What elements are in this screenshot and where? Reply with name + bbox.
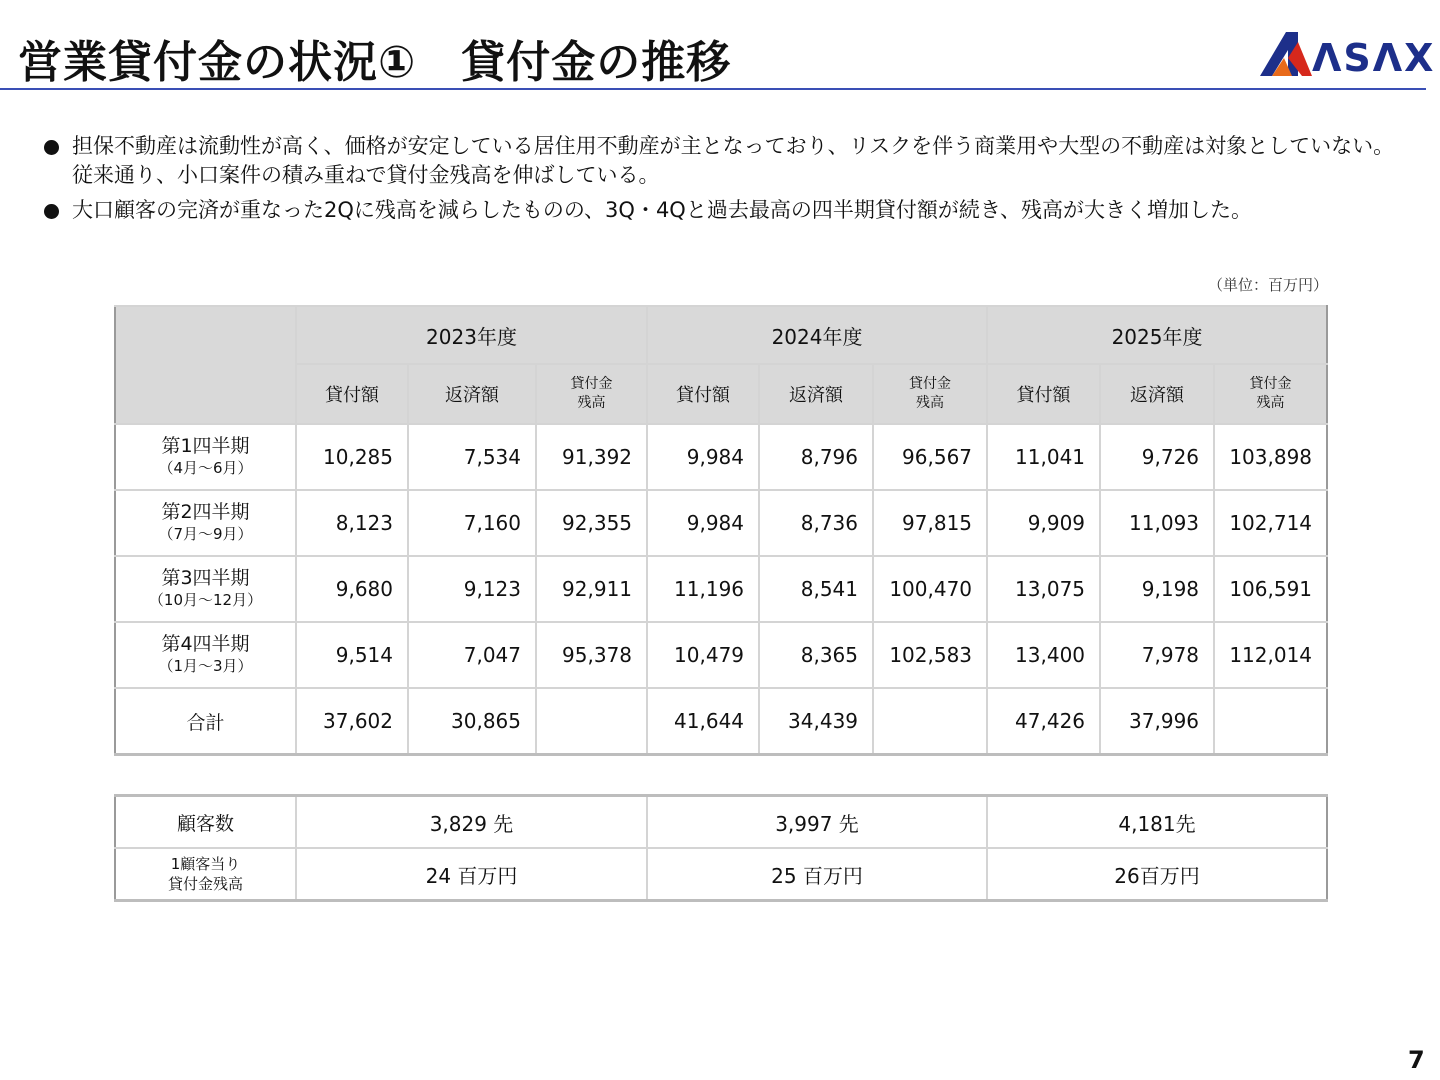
cell-lend: 10,285 — [296, 424, 408, 490]
row-label — [115, 556, 296, 622]
total-row — [115, 688, 1327, 755]
table-row — [115, 796, 1327, 849]
balance-header-line2: 残高 — [577, 395, 606, 411]
bullet-text: 担保不動産は流動性が高く、価格が安定している居住用不動産が主となっており、リスクを伴う商業用や大型の不動産は対象としていない。従来通り、小口案件の積み重ねで貸付金残高を伸ばしている。 — [72, 134, 1395, 187]
cell-lend: 9,984 — [647, 424, 759, 490]
year-header: 2025年度 — [987, 306, 1327, 364]
cell-lend: 13,075 — [987, 556, 1100, 622]
page-title: 営業貸付金の状況① 貸付金の推移 — [18, 37, 732, 88]
column-header-repay: 返済額 — [1100, 364, 1214, 424]
cell-balance: 102,583 — [873, 622, 987, 688]
cell-repay: 9,123 — [408, 556, 536, 622]
balance-header-line1: 貸付金 — [909, 376, 952, 392]
cell-repay: 7,047 — [408, 622, 536, 688]
cell-balance: 91,392 — [536, 424, 647, 490]
cell-repay: 7,978 — [1100, 622, 1214, 688]
total-balance — [873, 688, 987, 755]
cell-repay: 8,736 — [759, 490, 873, 556]
cell-lend: 9,909 — [987, 490, 1100, 556]
quarter-name: 第4四半期 — [161, 633, 250, 655]
bullet-list — [40, 132, 1400, 231]
quarter-months: （10月～12月） — [148, 591, 263, 609]
balance-header-line2: 残高 — [916, 395, 945, 411]
customers-value: 3,997 先 — [647, 796, 987, 849]
cell-balance: 97,815 — [873, 490, 987, 556]
cell-lend: 13,400 — [987, 622, 1100, 688]
balance-header-line2: 残高 — [1256, 395, 1285, 411]
cell-lend: 11,041 — [987, 424, 1100, 490]
table-row — [115, 622, 1327, 688]
table-corner-cell — [115, 306, 296, 424]
quarter-name: 第1四半期 — [161, 435, 250, 457]
cell-balance: 92,911 — [536, 556, 647, 622]
cell-repay: 8,796 — [759, 424, 873, 490]
cell-repay: 9,726 — [1100, 424, 1214, 490]
row-label — [115, 424, 296, 490]
cell-repay: 9,198 — [1100, 556, 1214, 622]
unit-label: （単位：百万円） — [1208, 276, 1329, 294]
table-row — [115, 848, 1327, 901]
cell-repay: 8,541 — [759, 556, 873, 622]
cell-balance: 96,567 — [873, 424, 987, 490]
customer-summary-table — [114, 794, 1328, 902]
bullet-item — [40, 132, 1400, 190]
cell-lend: 9,514 — [296, 622, 408, 688]
total-lend: 41,644 — [647, 688, 759, 755]
column-header-repay: 返済額 — [759, 364, 873, 424]
bullet-dot-icon — [44, 204, 59, 219]
per-customer-label-line1: 1顧客当り — [170, 855, 241, 873]
per-customer-label — [115, 848, 296, 901]
cell-repay: 11,093 — [1100, 490, 1214, 556]
quarter-months: （4月～6月） — [158, 459, 253, 477]
table-row — [115, 556, 1327, 622]
cell-balance: 112,014 — [1214, 622, 1327, 688]
bullet-text: 大口顧客の完済が重なった2Qに残高を減らしたものの、3Q・4Qと過去最高の四半期貸付額が続き、残高が大きく増加した。 — [72, 198, 1252, 222]
bullet-item — [40, 196, 1400, 225]
loan-table — [114, 305, 1328, 756]
column-header-lend: 貸付額 — [647, 364, 759, 424]
column-header-lend: 貸付額 — [296, 364, 408, 424]
cell-repay: 8,365 — [759, 622, 873, 688]
customers-value: 4,181先 — [987, 796, 1327, 849]
cell-balance: 106,591 — [1214, 556, 1327, 622]
cell-lend: 10,479 — [647, 622, 759, 688]
balance-header-line1: 貸付金 — [1249, 376, 1292, 392]
per-customer-value: 24 百万円 — [296, 848, 647, 901]
total-balance — [536, 688, 647, 755]
customers-label: 顧客数 — [115, 796, 296, 849]
cell-balance: 103,898 — [1214, 424, 1327, 490]
quarter-months: （7月～9月） — [158, 525, 253, 543]
quarter-name: 第3四半期 — [161, 567, 250, 589]
cell-balance: 92,355 — [536, 490, 647, 556]
column-header-lend: 貸付額 — [987, 364, 1100, 424]
total-label: 合計 — [115, 688, 296, 755]
total-lend: 47,426 — [987, 688, 1100, 755]
column-header-balance — [536, 364, 647, 424]
quarter-name: 第2四半期 — [161, 501, 250, 523]
total-repay: 37,996 — [1100, 688, 1214, 755]
customers-value: 3,829 先 — [296, 796, 647, 849]
cell-lend: 9,680 — [296, 556, 408, 622]
quarter-months: （1月～3月） — [158, 657, 253, 675]
cell-balance: 102,714 — [1214, 490, 1327, 556]
per-customer-value: 25 百万円 — [647, 848, 987, 901]
bullet-dot-icon — [44, 140, 59, 155]
cell-balance: 100,470 — [873, 556, 987, 622]
row-label — [115, 490, 296, 556]
per-customer-label-line2: 貸付金残高 — [167, 875, 243, 893]
year-header: 2023年度 — [296, 306, 647, 364]
per-customer-value: 26百万円 — [987, 848, 1327, 901]
balance-header-line1: 貸付金 — [570, 376, 613, 392]
title-divider — [0, 88, 1426, 90]
logo-wordmark: ΛSΛX — [1312, 36, 1436, 80]
total-lend: 37,602 — [296, 688, 408, 755]
cell-lend: 11,196 — [647, 556, 759, 622]
row-label — [115, 622, 296, 688]
cell-balance: 95,378 — [536, 622, 647, 688]
table-row — [115, 424, 1327, 490]
column-header-repay: 返済額 — [408, 364, 536, 424]
total-repay: 34,439 — [759, 688, 873, 755]
page-number: 7 — [1408, 1046, 1425, 1074]
total-repay: 30,865 — [408, 688, 536, 755]
cell-lend: 9,984 — [647, 490, 759, 556]
cell-lend: 8,123 — [296, 490, 408, 556]
column-header-balance — [1214, 364, 1327, 424]
year-header: 2024年度 — [647, 306, 987, 364]
column-header-balance — [873, 364, 987, 424]
table-row — [115, 490, 1327, 556]
cell-repay: 7,160 — [408, 490, 536, 556]
cell-repay: 7,534 — [408, 424, 536, 490]
total-balance — [1214, 688, 1327, 755]
